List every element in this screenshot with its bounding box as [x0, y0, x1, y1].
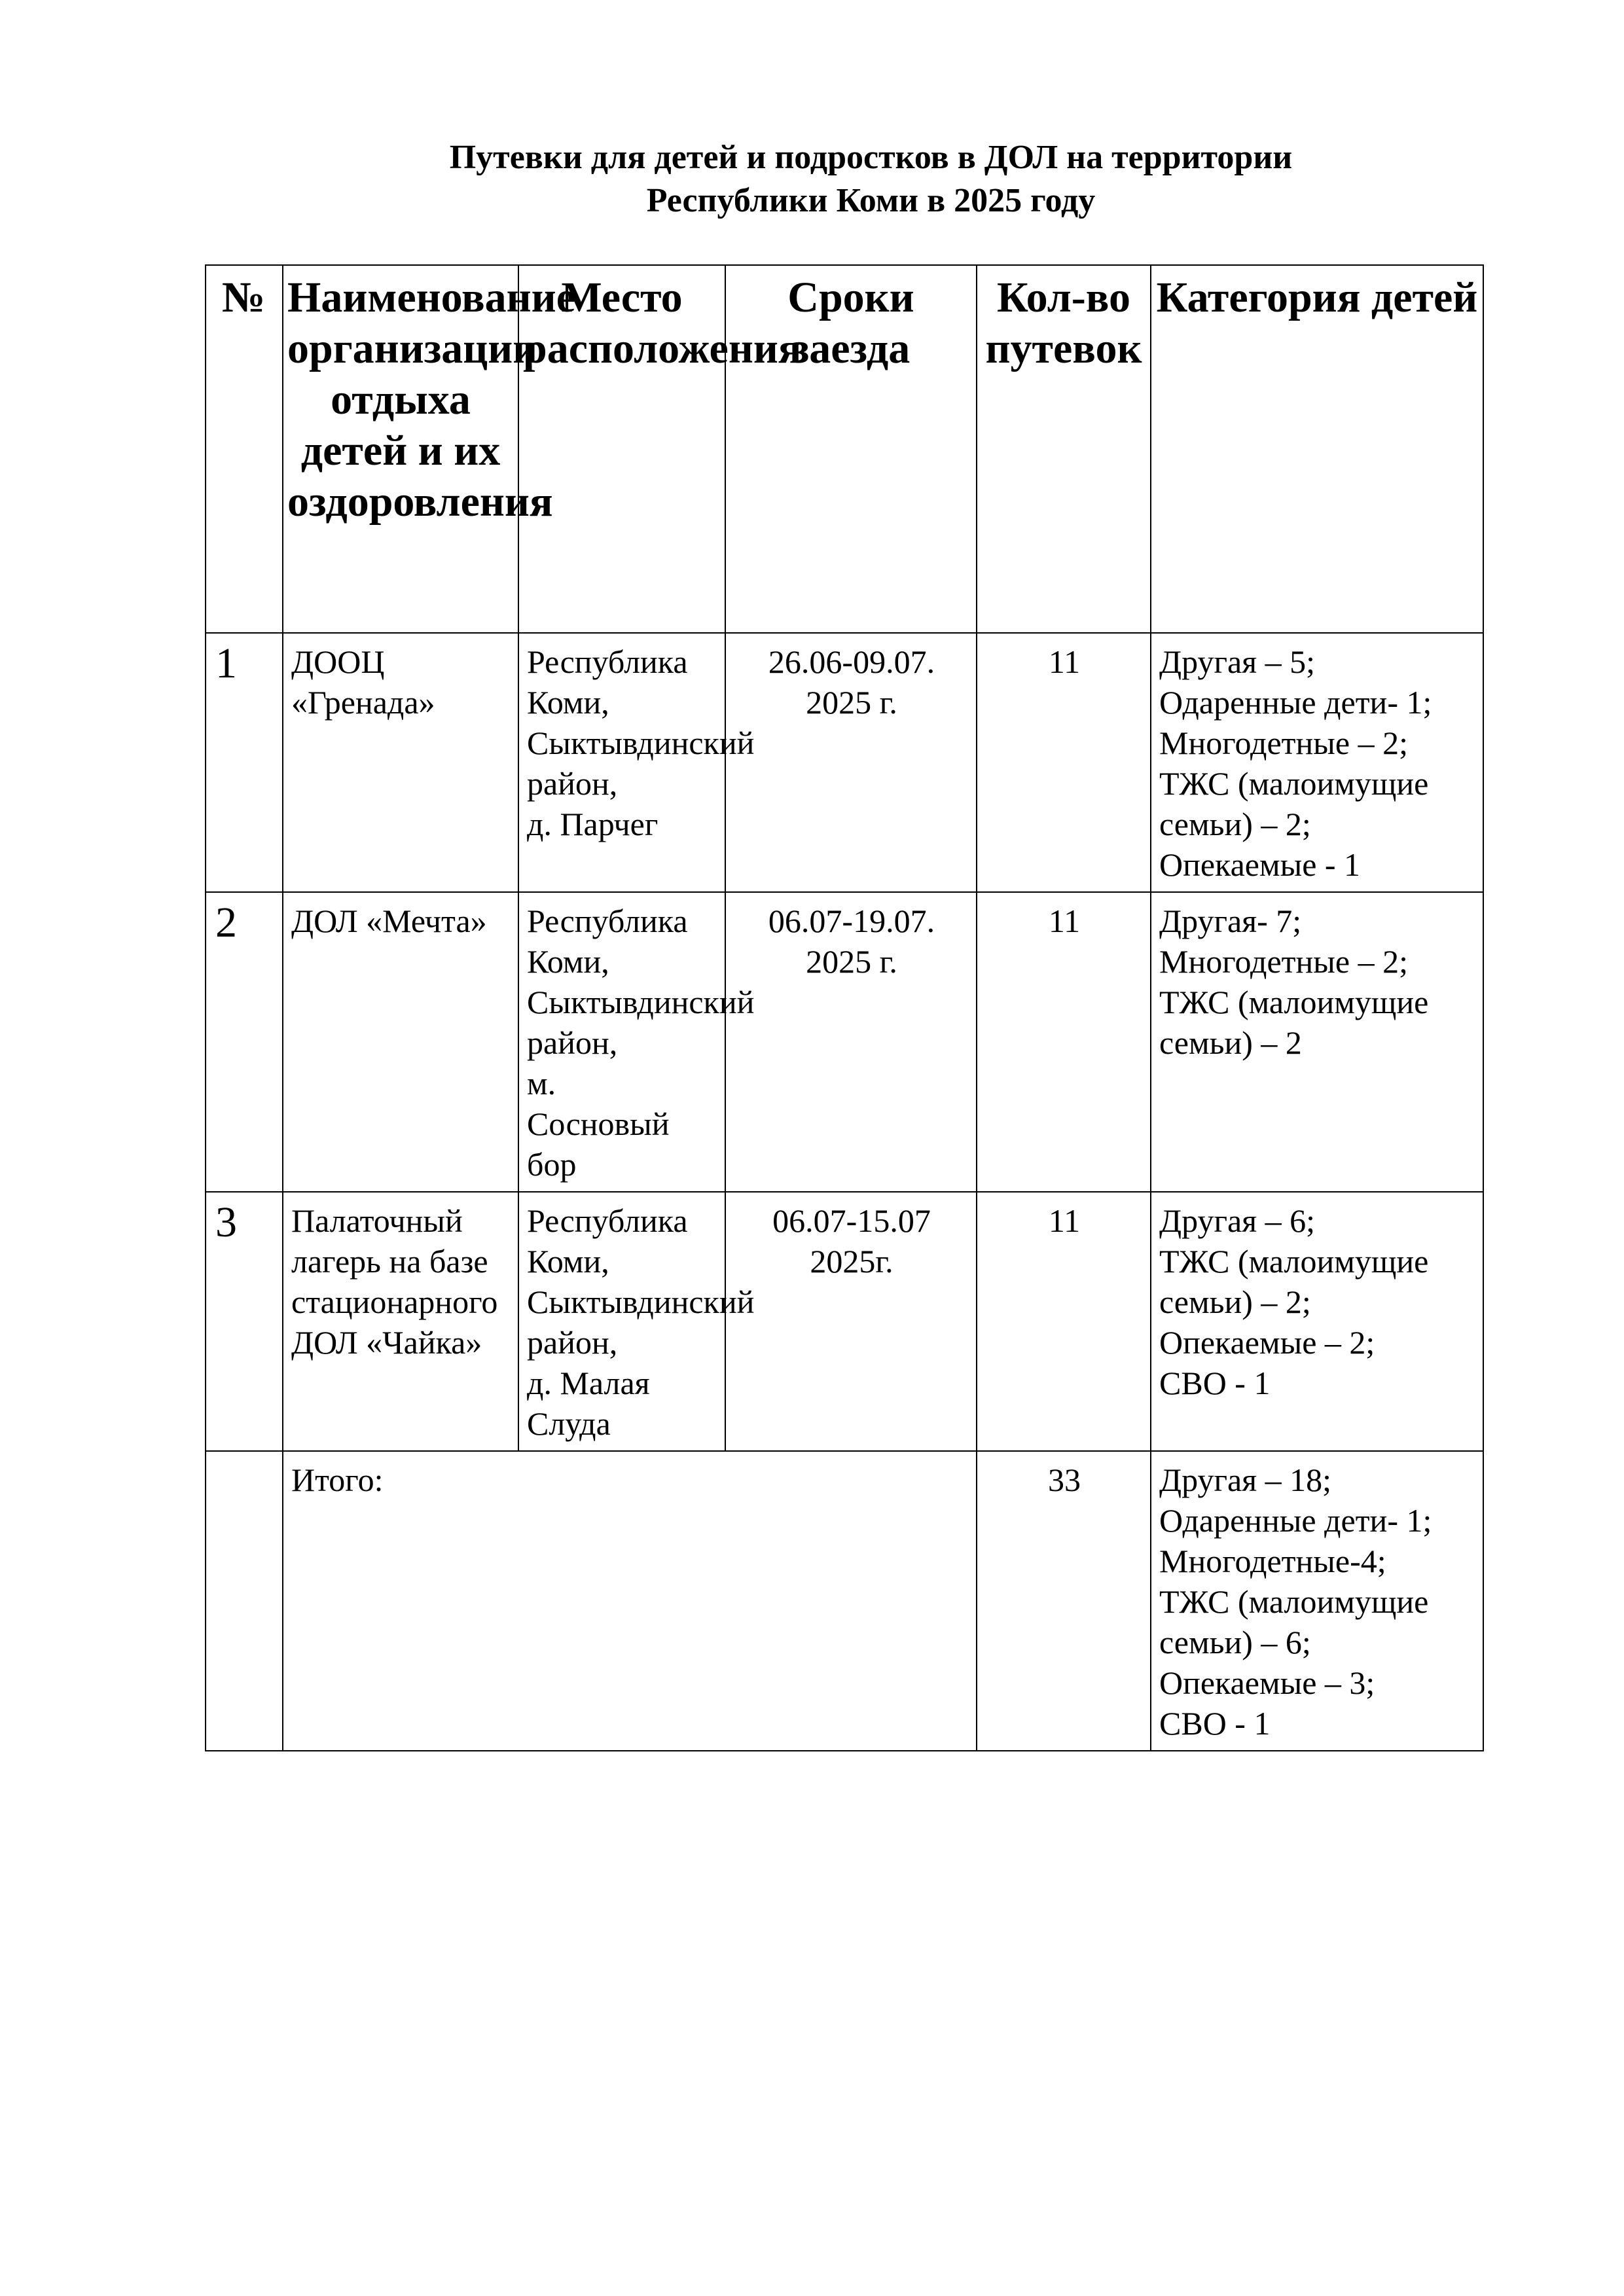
row-number: 2: [206, 892, 283, 1192]
location-line: д. Парчег: [527, 806, 659, 842]
location-line: Сыктывдинский район,: [527, 1283, 755, 1361]
table-row: [206, 892, 1483, 1192]
row-dates: 26.06-09.07. 2025 г.: [725, 633, 977, 892]
header-name: Наименование организации отдыха детей и их оздоровления: [283, 265, 518, 633]
row-location: [518, 892, 755, 1192]
category-line: ТЖС (малоимущие: [1159, 765, 1429, 802]
header-location: Место расположения: [518, 265, 725, 633]
category-line: Опекаемые – 3;: [1159, 1664, 1375, 1701]
category-line: Опекаемые - 1: [1159, 846, 1361, 883]
title-line-1: Путевки для детей и подростков в ДОЛ на территории: [449, 139, 1293, 176]
category-line: Многодетные – 2;: [1159, 943, 1408, 980]
category-line: ТЖС (малоимущие: [1159, 984, 1429, 1020]
row-name: Палаточный лагерь на базе стационарного ДОЛ «Чайка»: [283, 1192, 518, 1451]
header-count: Кол-во путевок: [977, 265, 1151, 633]
category-line: семьи) – 2: [1159, 1024, 1302, 1061]
location-line: д. Малая Слуда: [527, 1365, 650, 1442]
row-name: ДООЦ «Гренада»: [283, 633, 518, 892]
category-line: Многодетные – 2;: [1159, 725, 1408, 761]
row-number: 3: [206, 1192, 283, 1451]
row-dates: 06.07-15.07 2025г.: [725, 1192, 977, 1451]
title-line-2: Республики Коми в 2025 году: [646, 182, 1096, 219]
row-dates: 06.07-19.07. 2025 г.: [725, 892, 977, 1192]
category-line: семьи) – 2;: [1159, 806, 1311, 842]
row-location: [518, 633, 755, 892]
category-line: Многодетные-4;: [1159, 1543, 1386, 1579]
table-row: [206, 633, 1483, 892]
page-title: [0, 136, 1624, 223]
row-count: 11: [977, 1192, 1151, 1451]
total-number-cell: [206, 1451, 283, 1751]
location-line: Республика Коми,: [527, 903, 688, 980]
category-line: Одаренные дети- 1;: [1159, 1502, 1432, 1539]
category-line: Другая – 18;: [1159, 1462, 1332, 1498]
location-line: м.: [527, 1065, 556, 1102]
category-line: семьи) – 2;: [1159, 1283, 1311, 1320]
location-line: Республика Коми,: [527, 643, 688, 721]
header-dates: Сроки заезда: [725, 265, 977, 633]
table-row: [206, 1192, 1483, 1451]
category-line: ТЖС (малоимущие: [1159, 1583, 1429, 1620]
row-name: ДОЛ «Мечта»: [283, 892, 518, 1192]
header-number: №: [206, 265, 283, 633]
category-line: ТЖС (малоимущие: [1159, 1243, 1429, 1280]
row-count: 11: [977, 892, 1151, 1192]
table-header-row: [206, 265, 1483, 633]
row-count: 11: [977, 633, 1151, 892]
category-line: Одаренные дети- 1;: [1159, 684, 1432, 721]
table-total-row: [206, 1451, 1483, 1751]
category-line: Другая- 7;: [1159, 903, 1302, 939]
category-line: семьи) – 6;: [1159, 1624, 1311, 1660]
camps-table: [205, 264, 1484, 1751]
row-location: [518, 1192, 755, 1451]
category-line: Опекаемые – 2;: [1159, 1324, 1375, 1361]
location-line: Сыктывдинский район,: [527, 725, 755, 802]
total-label: Итого:: [283, 1451, 977, 1751]
total-categories: [1151, 1451, 1483, 1751]
category-line: Другая – 6;: [1159, 1202, 1316, 1239]
location-line: Сосновый бор: [527, 1105, 670, 1183]
row-categories: [1151, 633, 1483, 892]
row-categories: [1151, 892, 1483, 1192]
category-line: СВО - 1: [1159, 1705, 1271, 1742]
category-line: Другая – 5;: [1159, 643, 1316, 680]
row-categories: [1151, 1192, 1483, 1451]
header-category: Категория детей: [1151, 265, 1483, 633]
total-count: 33: [977, 1451, 1151, 1751]
category-line: СВО - 1: [1159, 1365, 1271, 1401]
location-line: Республика Коми,: [527, 1202, 688, 1280]
location-line: Сыктывдинский район,: [527, 984, 755, 1061]
row-number: 1: [206, 633, 283, 892]
